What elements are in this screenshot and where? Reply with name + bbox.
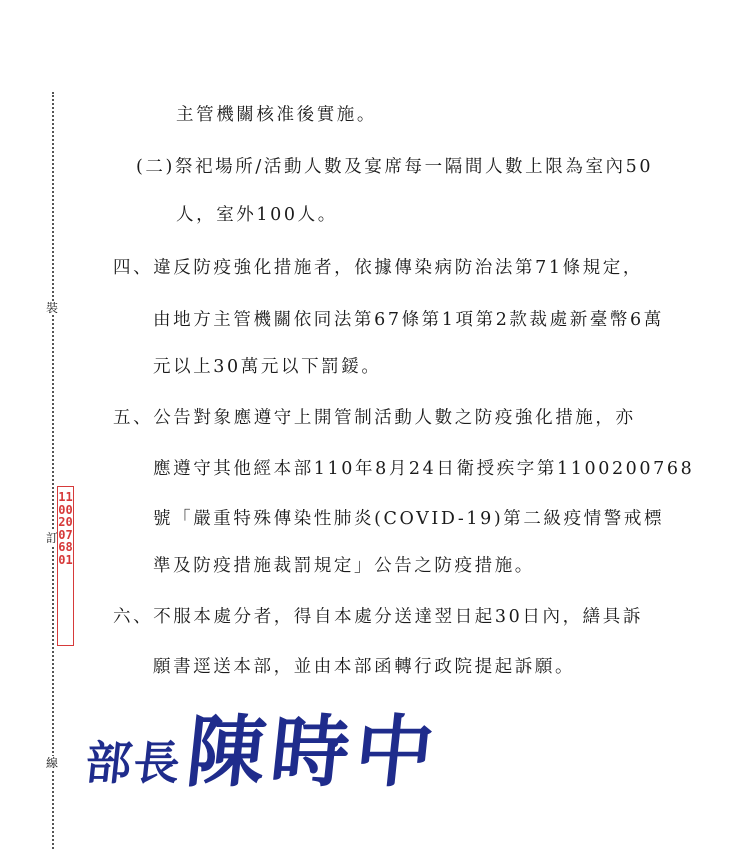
body-line: 由地方主管機關依同法第67條第1項第2款裁處新臺幣6萬: [153, 310, 664, 330]
body-line: 六、不服本處分者，得自本處分送達翌日起30日內，繕具訴: [113, 607, 643, 627]
minister-signature: [82, 690, 444, 802]
signature-name: 陳時中: [182, 707, 444, 798]
binding-label-xian: 線: [43, 756, 61, 770]
body-line: 人，室外100人。: [176, 205, 338, 225]
document-number-stamp: 1100200768 01: [57, 486, 74, 646]
binding-label-ding: 訂: [43, 531, 61, 545]
body-line: 四、違反防疫強化措施者，依據傳染病防治法第71條規定，: [113, 258, 643, 278]
body-line: 號「嚴重特殊傳染性肺炎(COVID-19)第二級疫情警戒標: [153, 509, 665, 529]
body-line: 準及防疫措施裁罰規定」公告之防疫措施。: [153, 556, 535, 576]
signature-title: 部長: [82, 736, 185, 790]
body-line: (二)祭祀場所/活動人數及宴席每一隔間人數上限為室內50: [136, 157, 654, 177]
body-line: 元以上30萬元以下罰鍰。: [153, 357, 382, 377]
binding-label-zhuang: 裝: [43, 301, 61, 315]
body-line: 主管機關核准後實施。: [176, 105, 377, 125]
body-line: 五、公告對象應遵守上開管制活動人數之防疫強化措施，亦: [113, 408, 636, 428]
body-line: 願書逕送本部，並由本部函轉行政院提起訴願。: [153, 657, 576, 677]
body-line: 應遵守其他經本部110年8月24日衛授疾字第1100200768: [153, 459, 695, 479]
binding-dotted-line: [52, 92, 54, 849]
